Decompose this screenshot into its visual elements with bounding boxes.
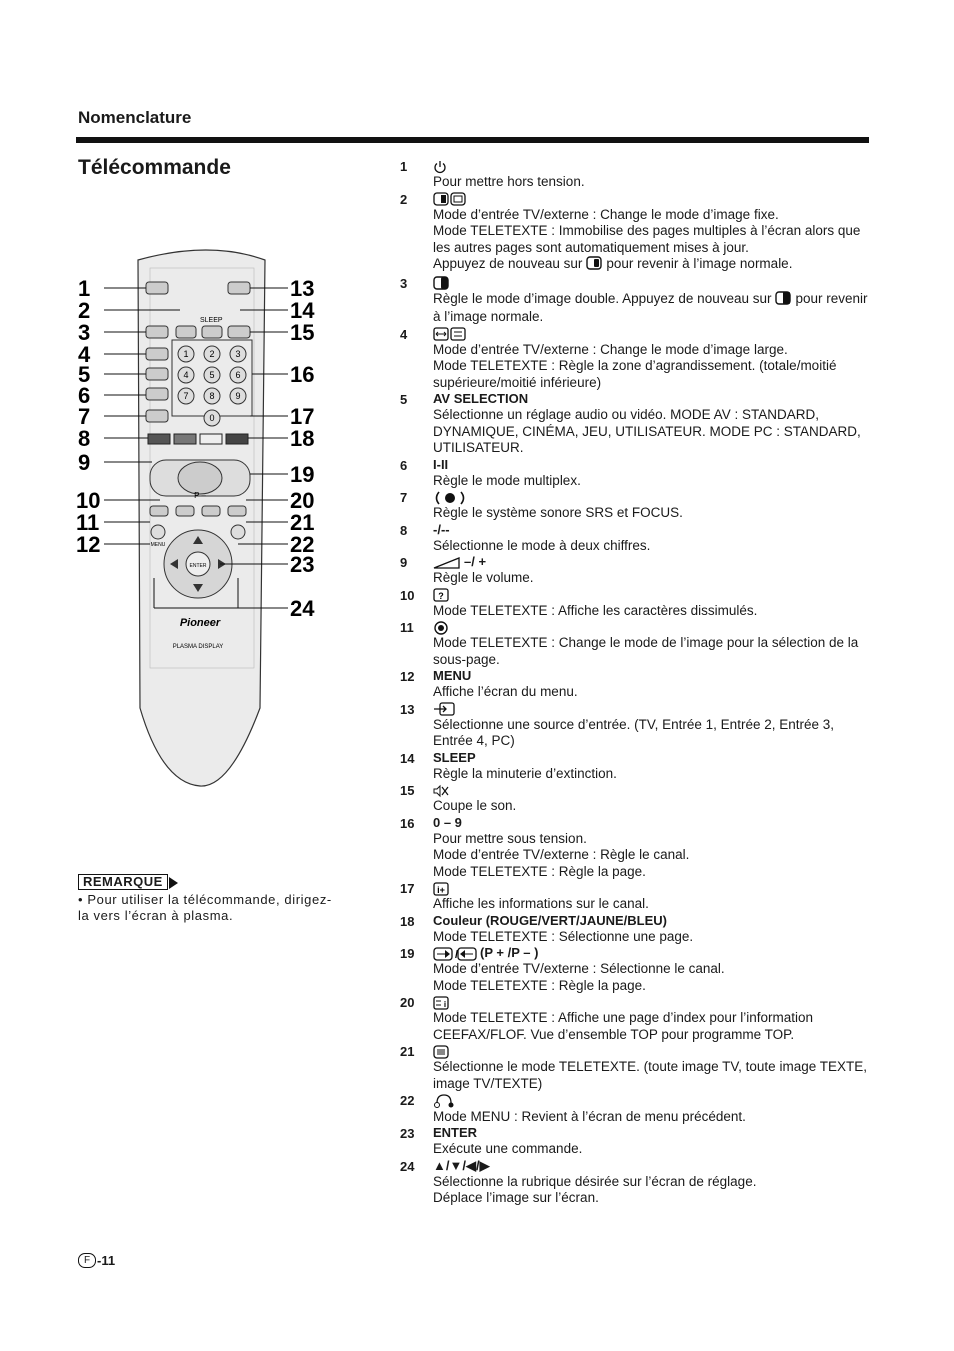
callout-23: 23: [290, 552, 315, 577]
item-heading-text: ENTER: [433, 1125, 478, 1141]
item-heading-text: SLEEP: [433, 749, 476, 765]
list-item: [392, 668, 872, 701]
item-number: 12: [400, 669, 415, 684]
callout-18: 18: [290, 426, 315, 451]
item-heading: [433, 1158, 872, 1174]
callout-21: 21: [290, 510, 315, 535]
item-heading: [433, 913, 872, 929]
list-item: [392, 701, 872, 750]
item-number: 2: [400, 191, 408, 207]
list-item: [392, 913, 872, 946]
teletext-icon: [433, 1045, 449, 1059]
key-2: 2: [209, 349, 215, 359]
callout-8: 8: [78, 426, 91, 451]
page-number: [78, 1253, 115, 1268]
item-heading-text: 0 – 9: [433, 814, 462, 830]
list-item: [392, 782, 872, 815]
item-description: Coupe le son.: [433, 798, 517, 813]
item-description: Mode d’entrée TV/externe : Change le mode d’image large.: [433, 341, 788, 357]
list-item: [392, 619, 872, 668]
item-number: 22: [400, 1093, 415, 1108]
item-number: 1: [400, 159, 408, 174]
callout-2: 2: [78, 298, 91, 323]
key-9: 9: [235, 391, 241, 401]
item-number: 24: [400, 1158, 415, 1174]
callout-4: 4: [78, 342, 91, 367]
item-heading: [433, 391, 872, 407]
wide-icon: [433, 327, 467, 341]
volume-icon: [433, 556, 461, 570]
callout-19: 19: [290, 462, 315, 487]
button-description-list: [392, 158, 872, 1207]
callout-7: 7: [78, 404, 91, 429]
item-description: Mode TELETEXTE : Règle la zone d’agrandissement. (totale/moitié supérieure/moitié inférieure): [433, 358, 837, 390]
page-number-text: -11: [97, 1253, 116, 1268]
item-description: Mode d’entrée TV/externe : Change le mode d’image fixe.: [433, 206, 779, 222]
item-number: 5: [400, 392, 408, 407]
key-0: 0: [209, 413, 215, 423]
item-description: Règle la minuterie d’extinction.: [433, 765, 617, 781]
page-title: Télécommande: [78, 156, 231, 179]
item-description: Mode TELETEXTE : Sélectionne une page.: [433, 928, 694, 944]
svg-text:i: i: [443, 999, 447, 1009]
key-8: 8: [209, 391, 215, 401]
svg-text:i+: i+: [437, 884, 445, 895]
item-description: Affiche l’écran du menu.: [433, 684, 578, 699]
list-item: [392, 554, 872, 587]
item-description: Sélectionne un réglage audio ou vidéo. MODE AV : STANDARD, DYNAMIQUE, CINÉMA, JEU, UTILISATEUR. MODE PC : STANDARD, UTILISATEUR.: [433, 407, 861, 455]
item-number: 23: [400, 1126, 415, 1142]
list-item: [392, 489, 872, 522]
item-heading: [433, 701, 872, 717]
item-heading: [433, 1125, 872, 1141]
item-number: 3: [400, 275, 408, 291]
callout-5: 5: [78, 362, 91, 387]
callout-17: 17: [290, 404, 315, 429]
item-heading-text: I-II: [433, 456, 449, 472]
section-title: Nomenclature: [78, 108, 192, 127]
power-icon: [433, 160, 447, 174]
mute-icon: [433, 784, 449, 798]
item-description-part: pour revenir à l’image normale.: [606, 256, 793, 271]
item-number: 16: [400, 815, 415, 831]
item-description: Mode TELETEXTE : Affiche une page d’index pour l’information CEEFAX/FLOF. Vue d’ensemble TOP pour programme TOP.: [433, 1010, 813, 1042]
page-updown-icon: [433, 947, 477, 961]
list-item: [392, 326, 872, 392]
svg-text:/: /: [455, 948, 459, 961]
item-heading-text: -/--: [433, 521, 450, 537]
callout-13: 13: [290, 276, 315, 301]
item-heading: [433, 994, 872, 1010]
item-heading: [433, 945, 872, 961]
key-3: 3: [235, 349, 241, 359]
item-description: Mode TELETEXTE : Change le mode de l’image pour la sélection de la sous-page.: [433, 635, 859, 667]
remark-box: [78, 874, 333, 924]
item-description: Règle le mode multiplex.: [433, 472, 581, 488]
callout-11: 11: [76, 510, 100, 535]
item-description: [433, 256, 872, 275]
callout-3: 3: [78, 320, 91, 345]
srs-icon: [433, 491, 467, 505]
item-heading: [433, 158, 872, 174]
item-description: Règle le système sonore SRS et FOCUS.: [433, 505, 683, 520]
item-number: 20: [400, 995, 415, 1010]
item-number: 19: [400, 946, 415, 961]
key-6: 6: [235, 370, 241, 380]
item-description-part: Règle le mode d’image double. Appuyez de nouveau sur: [433, 290, 772, 306]
callout-14: 14: [290, 298, 315, 323]
key-7: 7: [183, 391, 189, 401]
svg-text:?: ?: [438, 591, 444, 602]
item-heading: [433, 1092, 872, 1109]
item-description: Mode d’entrée TV/externe : Sélectionne le canal.: [433, 961, 725, 976]
item-heading-text: (P + /P – ): [480, 945, 539, 960]
item-description-part: Appuyez de nouveau sur: [433, 256, 583, 271]
list-item: [392, 945, 872, 994]
index-icon: [433, 996, 449, 1010]
item-description: Sélectionne la rubrique désirée sur l’écran de réglage.: [433, 1173, 757, 1189]
callout-24: 24: [290, 596, 315, 621]
item-description: Mode MENU : Revient à l’écran de menu précédent.: [433, 1108, 746, 1124]
item-number: 9: [400, 555, 408, 570]
callout-15: 15: [290, 320, 315, 345]
item-heading: [433, 522, 872, 538]
item-number: 8: [400, 522, 408, 538]
item-description: Sélectionne une source d’entrée. (TV, Entrée 1, Entrée 2, Entrée 3, Entrée 4, PC): [433, 716, 834, 748]
freeze-small-icon: [586, 256, 602, 275]
item-heading: [433, 457, 872, 473]
arrow-right-icon: [169, 877, 178, 889]
item-description: Pour mettre sous tension.: [433, 830, 587, 846]
item-number: 15: [400, 783, 415, 798]
list-item: [392, 750, 872, 783]
subpage-icon: [433, 621, 449, 635]
item-heading: [433, 326, 872, 342]
key-1: 1: [183, 349, 189, 359]
list-item: [392, 1043, 872, 1092]
dual-screen-small-icon: [775, 291, 791, 310]
freeze-icon: [433, 192, 467, 206]
info-icon: [433, 882, 449, 896]
item-description: Mode TELETEXTE : Règle la page.: [433, 977, 646, 993]
list-item: [392, 522, 872, 555]
list-item: [392, 1092, 872, 1125]
item-heading-text: MENU: [433, 668, 472, 683]
item-description-part: pour revenir à l’image normale.: [433, 290, 868, 324]
callout-10: 10: [76, 488, 101, 513]
item-heading: [433, 668, 872, 684]
callout-16: 16: [290, 362, 315, 387]
input-icon: [433, 702, 455, 716]
item-description: Mode TELETEXTE : Affiche les caractères dissimulés.: [433, 602, 758, 618]
item-heading: [433, 587, 872, 603]
reveal-icon: [433, 588, 449, 602]
p-minus-label: P –: [194, 491, 206, 500]
return-icon: [433, 1093, 455, 1109]
item-number: 17: [400, 881, 415, 896]
language-badge: F: [78, 1253, 96, 1268]
header-rule: [76, 137, 869, 143]
list-item: [392, 275, 872, 326]
list-item: [392, 158, 872, 191]
item-number: 21: [400, 1044, 415, 1059]
item-description: Sélectionne le mode à deux chiffres.: [433, 537, 651, 553]
item-description: [433, 291, 872, 326]
remark-label: REMARQUE: [78, 874, 168, 890]
remark-text: • Pour utiliser la télécommande, dirigez-la vers l’écran à plasma.: [78, 892, 332, 923]
item-heading-text: Couleur (ROUGE/VERT/JAUNE/BLEU): [433, 912, 668, 928]
callout-1: 1: [78, 276, 91, 301]
item-description: Mode d’entrée TV/externe : Règle le canal.: [433, 847, 690, 862]
item-number: 11: [400, 620, 414, 635]
item-number: 10: [400, 587, 415, 603]
list-item: [392, 1158, 872, 1207]
item-heading: [433, 489, 872, 505]
callout-12: 12: [76, 532, 101, 557]
dual-screen-icon: [433, 276, 449, 290]
plasma-display-label: PLASMA DISPLAY: [172, 644, 224, 650]
callout-20: 20: [290, 488, 315, 513]
item-heading: [433, 815, 872, 831]
item-description: Mode TELETEXTE : Règle la page.: [433, 863, 646, 879]
item-description: Déplace l’image sur l’écran.: [433, 1190, 599, 1206]
list-item: [392, 457, 872, 490]
key-4: 4: [183, 370, 189, 380]
item-heading: [433, 191, 872, 207]
item-number: 14: [400, 750, 415, 766]
item-number: 6: [400, 457, 408, 473]
list-item: [392, 191, 872, 275]
item-description: Pour mettre hors tension.: [433, 174, 585, 189]
list-item: [392, 391, 872, 457]
item-number: 4: [400, 326, 408, 342]
item-heading: [433, 750, 872, 766]
item-number: 18: [400, 913, 415, 929]
enter-label: ENTER: [189, 563, 207, 569]
item-heading: [433, 619, 872, 635]
item-heading: [433, 1043, 872, 1059]
item-heading: [433, 880, 872, 896]
callout-9: 9: [78, 450, 91, 475]
item-number: 7: [400, 490, 408, 505]
item-description: Sélectionne le mode TELETEXTE. (toute image TV, toute image TEXTE, image TV/TEXTE): [433, 1059, 867, 1091]
callout-6: 6: [78, 383, 91, 408]
item-heading: [433, 782, 872, 798]
list-item: [392, 994, 872, 1043]
sleep-label: SLEEP: [200, 317, 223, 324]
list-item: [392, 880, 872, 913]
item-heading-text: AV SELECTION: [433, 391, 529, 406]
item-heading: [433, 554, 872, 570]
list-item: [392, 587, 872, 620]
remote-control-figure: [70, 238, 350, 798]
key-5: 5: [209, 370, 215, 380]
item-description: Exécute une commande.: [433, 1141, 583, 1157]
list-item: [392, 1125, 872, 1158]
item-description: Mode TELETEXTE : Immobilise des pages multiples à l’écran alors que les autres pages sont automatiquement mises à jour.: [433, 223, 861, 255]
item-number: 13: [400, 701, 415, 717]
callout-22: 22: [290, 532, 315, 557]
item-description: Règle le volume.: [433, 570, 534, 585]
item-heading-text: –/ +: [464, 554, 487, 569]
menu-label: MENU: [150, 542, 166, 548]
list-item: [392, 815, 872, 881]
brand-logo: Pioneer: [179, 617, 221, 629]
item-heading: [433, 275, 872, 291]
item-heading-text: ▲/▼/◀/▶: [433, 1157, 490, 1173]
item-description: Affiche les informations sur le canal.: [433, 896, 649, 911]
